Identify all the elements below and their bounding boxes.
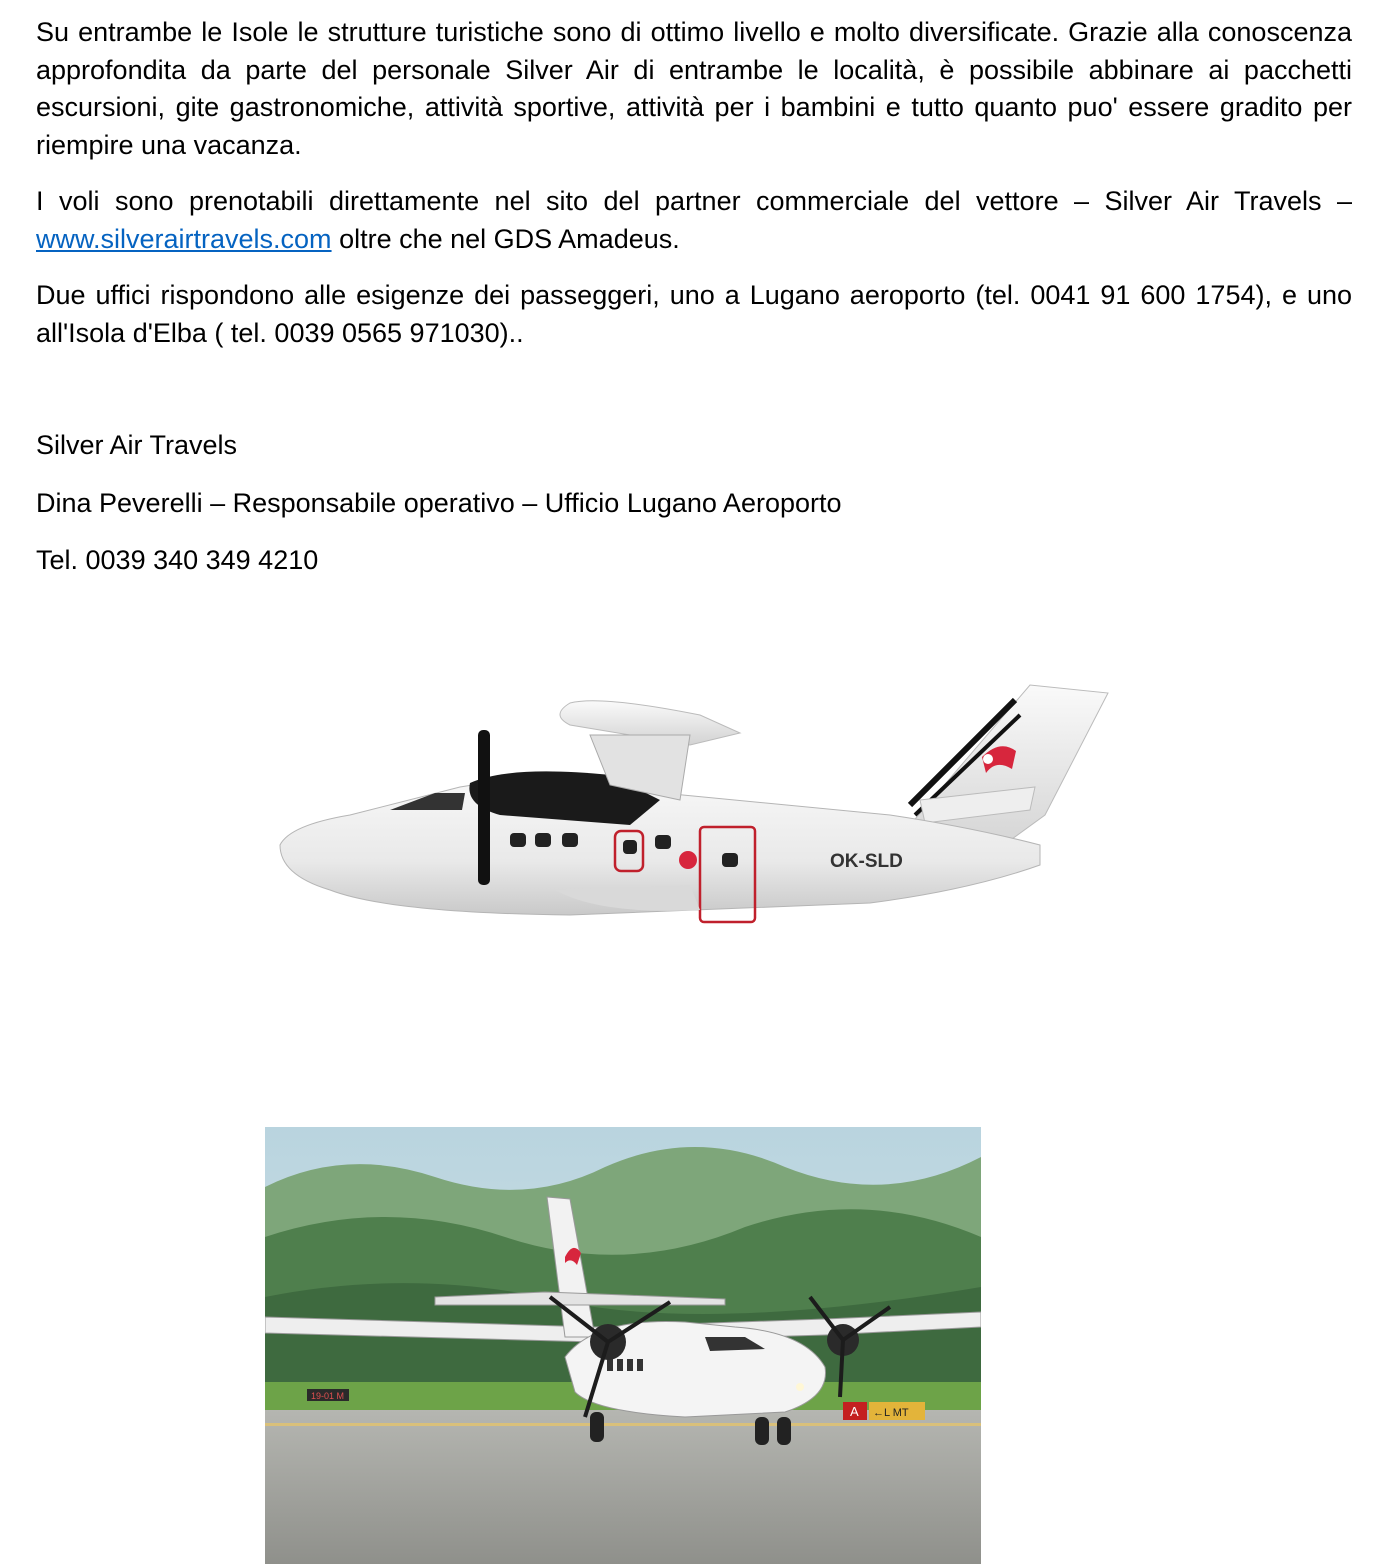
runway-sign-left: 19-01 M [311,1391,345,1401]
signature-company: Silver Air Travels [36,430,238,460]
paragraph-offices: Due uffici rispondono alle esigenze dei passeggeri, uno a Lugano aeroporto (tel. 0041 91 600 1754), e uno all'Isola d'Elba ( tel. 0039 0565 971030).. [36,280,1352,348]
paragraph-facilities: Su entrambe le Isole le strutture turistiche sono di ottimo livello e molto diversificate. Grazie alla conoscenza approfondita da parte del personale Silver Air di entrambe le località, è possibile abbinare ai pacchetti escursioni, gite gastronomiche, attività sportive, attività per i bambini e tutto quanto puo' essere gradito per riempire una vacanza. [36,17,1352,160]
signature-person: Dina Peverelli – Responsabile operativo – Ufficio Lugano Aeroporto [36,487,842,518]
booking-text-before: I voli sono prenotabili direttamente nel sito del partner commerciale del vettore – Silver Air Travels – [36,186,1352,216]
booking-text-after: oltre che nel GDS Amadeus. [331,223,680,254]
aircraft-side-image [270,675,1120,945]
website-link[interactable]: www.silverairtravels.com [36,223,332,254]
aircraft-registration: OK-SLD [830,851,903,872]
aircraft-airport-photo [265,1127,981,1564]
paragraph-booking [36,183,1352,258]
runway-sign-right: ←L MT [873,1407,909,1419]
blank-space [36,371,1352,427]
signature-phone: Tel. 0039 340 349 4210 [36,545,319,575]
runway-sign-a: A [850,1404,859,1419]
document-page [36,14,1352,600]
